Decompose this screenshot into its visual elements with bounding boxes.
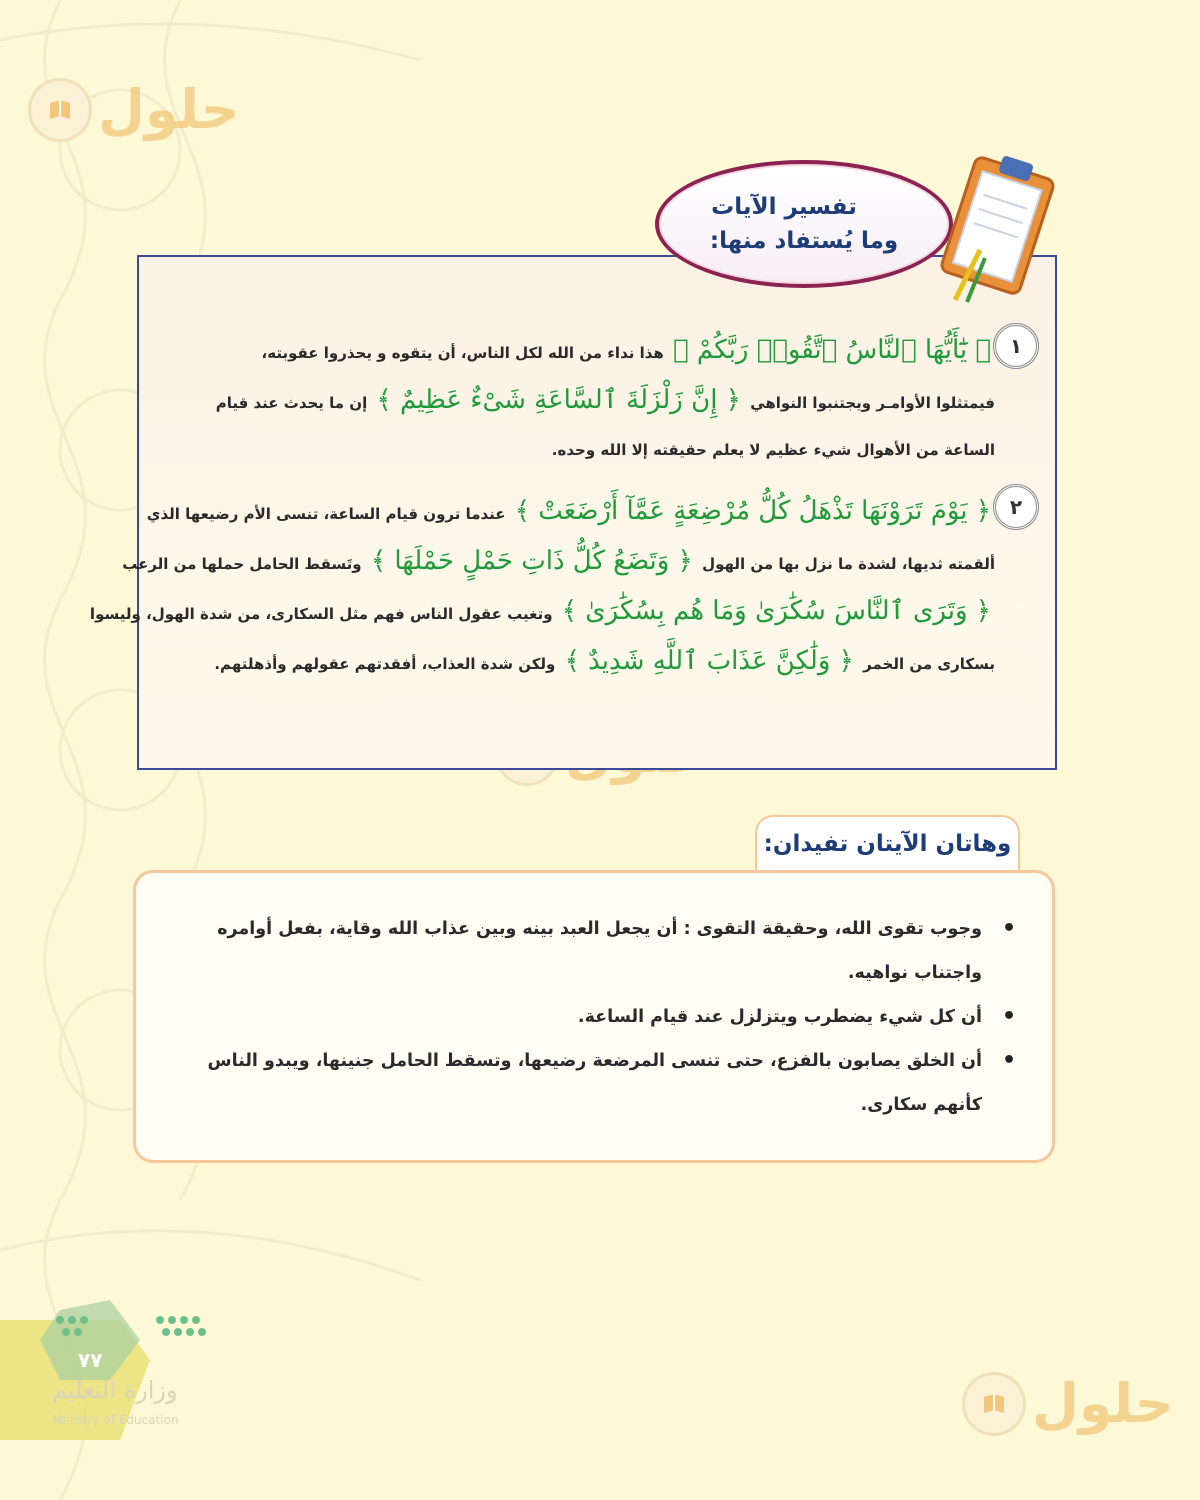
watermark-text: حلول: [1032, 1372, 1174, 1435]
verse-line: [163, 327, 995, 377]
quran-text: ﴿ يَٰٓأَيُّهَا ٱلنَّاسُ ٱتَّقُوا۟ رَبَّكُمْ ﴾: [673, 335, 991, 365]
explanation-text: هذا نداء من الله لكل الناس، أن يتقوه و يحذروا عقوبته،: [261, 344, 664, 362]
watermark-text: حلول: [98, 78, 240, 141]
verse-block-1: [139, 327, 1055, 474]
explanation-text: بسكارى من الخمر: [863, 655, 995, 673]
quran-text: ﴿ إِنَّ زَلْزَلَةَ ٱلسَّاعَةِ شَىْءٌ عَظِيمٌ ﴾: [376, 385, 741, 415]
benefit-item: • وجوب تقوى الله، وحقيقة التقوى : أن يجعل العبد بينه وبين عذاب الله وقاية، بفعل أوامره واجتناب نواهيه.: [196, 907, 982, 995]
benefit-item: • أن الخلق يصابون بالفزع، حتى تنسى المرضعة رضيعها، وتسقط الحامل جنينها، ويبدو الناس كأنهم سكارى.: [196, 1039, 982, 1127]
benefits-box: [133, 870, 1055, 1163]
explanation-text: وتغيب عقول الناس فهم مثل السكارى، من شدة الهول، وليسوا: [89, 605, 553, 623]
explanation-text: ولكن شدة العذاب، أفقدتهم عقولهم وأذهلتهم.: [214, 655, 556, 673]
explanation-text: وتَسقط الحامل حملها من الرعب: [122, 555, 362, 573]
verse-line: [163, 427, 995, 474]
verse-line: [146, 488, 995, 538]
section-title-line2: وما يُستفاد منها:: [709, 228, 899, 254]
benefits-list: [196, 907, 982, 1127]
book-logo-icon: [962, 1372, 1026, 1436]
clipboard-icon: [925, 150, 1065, 310]
section-title-badge: [655, 160, 953, 288]
verse-number-badge: ٢: [993, 484, 1039, 530]
explanation-text: عندما ترون قيام الساعة، تنسى الأم رضيعها الذي: [146, 505, 506, 523]
verse-number-badge: ١: [993, 323, 1039, 369]
watermark-bottom-right: [962, 1372, 1174, 1436]
verses-panel: [89, 255, 1057, 770]
verses-content: [89, 327, 1055, 688]
explanation-text: فيمتثلوا الأوامـر ويجتنبوا النواهي: [750, 394, 995, 412]
page-number: ٧٧: [78, 1348, 103, 1372]
quran-text: ﴿ وَتَرَى ٱلنَّاسَ سُكَٰرَىٰ وَمَا هُم بِسُكَٰرَىٰ ﴾: [561, 596, 991, 626]
ministry-name-arabic: وزارة التعليم: [52, 1376, 178, 1404]
watermark-top-left: [28, 78, 240, 142]
verse-line: [163, 377, 995, 427]
verse-line: [163, 638, 995, 688]
benefit-item: • أن كل شيء يضطرب ويتزلزل عند قيام الساعة.: [196, 995, 982, 1039]
quran-text: ﴿ وَلَٰكِنَّ عَذَابَ ٱللَّهِ شَدِيدٌ ﴾: [564, 646, 854, 676]
verse-line: [89, 588, 995, 638]
book-logo-icon: [28, 78, 92, 142]
section-title-line1: تفسير الآيات: [711, 194, 857, 220]
ministry-name-english: Ministry of Education: [52, 1413, 179, 1427]
benefits-title-tab: [755, 815, 1020, 871]
explanation-text: إن ما يحدث عند قيام: [215, 394, 368, 412]
verse-block-2: [89, 488, 1055, 688]
ministry-logo: [0, 1300, 260, 1450]
explanation-text: ألقمته ثديها، لشدة ما نزل بها من الهول: [702, 555, 995, 573]
explanation-text: الساعة من الأهوال شيء عظيم لا يعلم حقيقته إلا الله وحده.: [551, 441, 995, 459]
benefits-title: وهاتان الآيتان تفيدان:: [763, 831, 1012, 857]
quran-text: ﴿ يَوْمَ تَرَوْنَهَا تَذْهَلُ كُلُّ مُرْضِعَةٍ عَمَّآ أَرْضَعَتْ ﴾: [514, 496, 991, 526]
verse-line: [122, 538, 995, 588]
quran-text: ﴿ وَتَضَعُ كُلُّ ذَاتِ حَمْلٍ حَمْلَهَا ﴾: [370, 546, 693, 576]
